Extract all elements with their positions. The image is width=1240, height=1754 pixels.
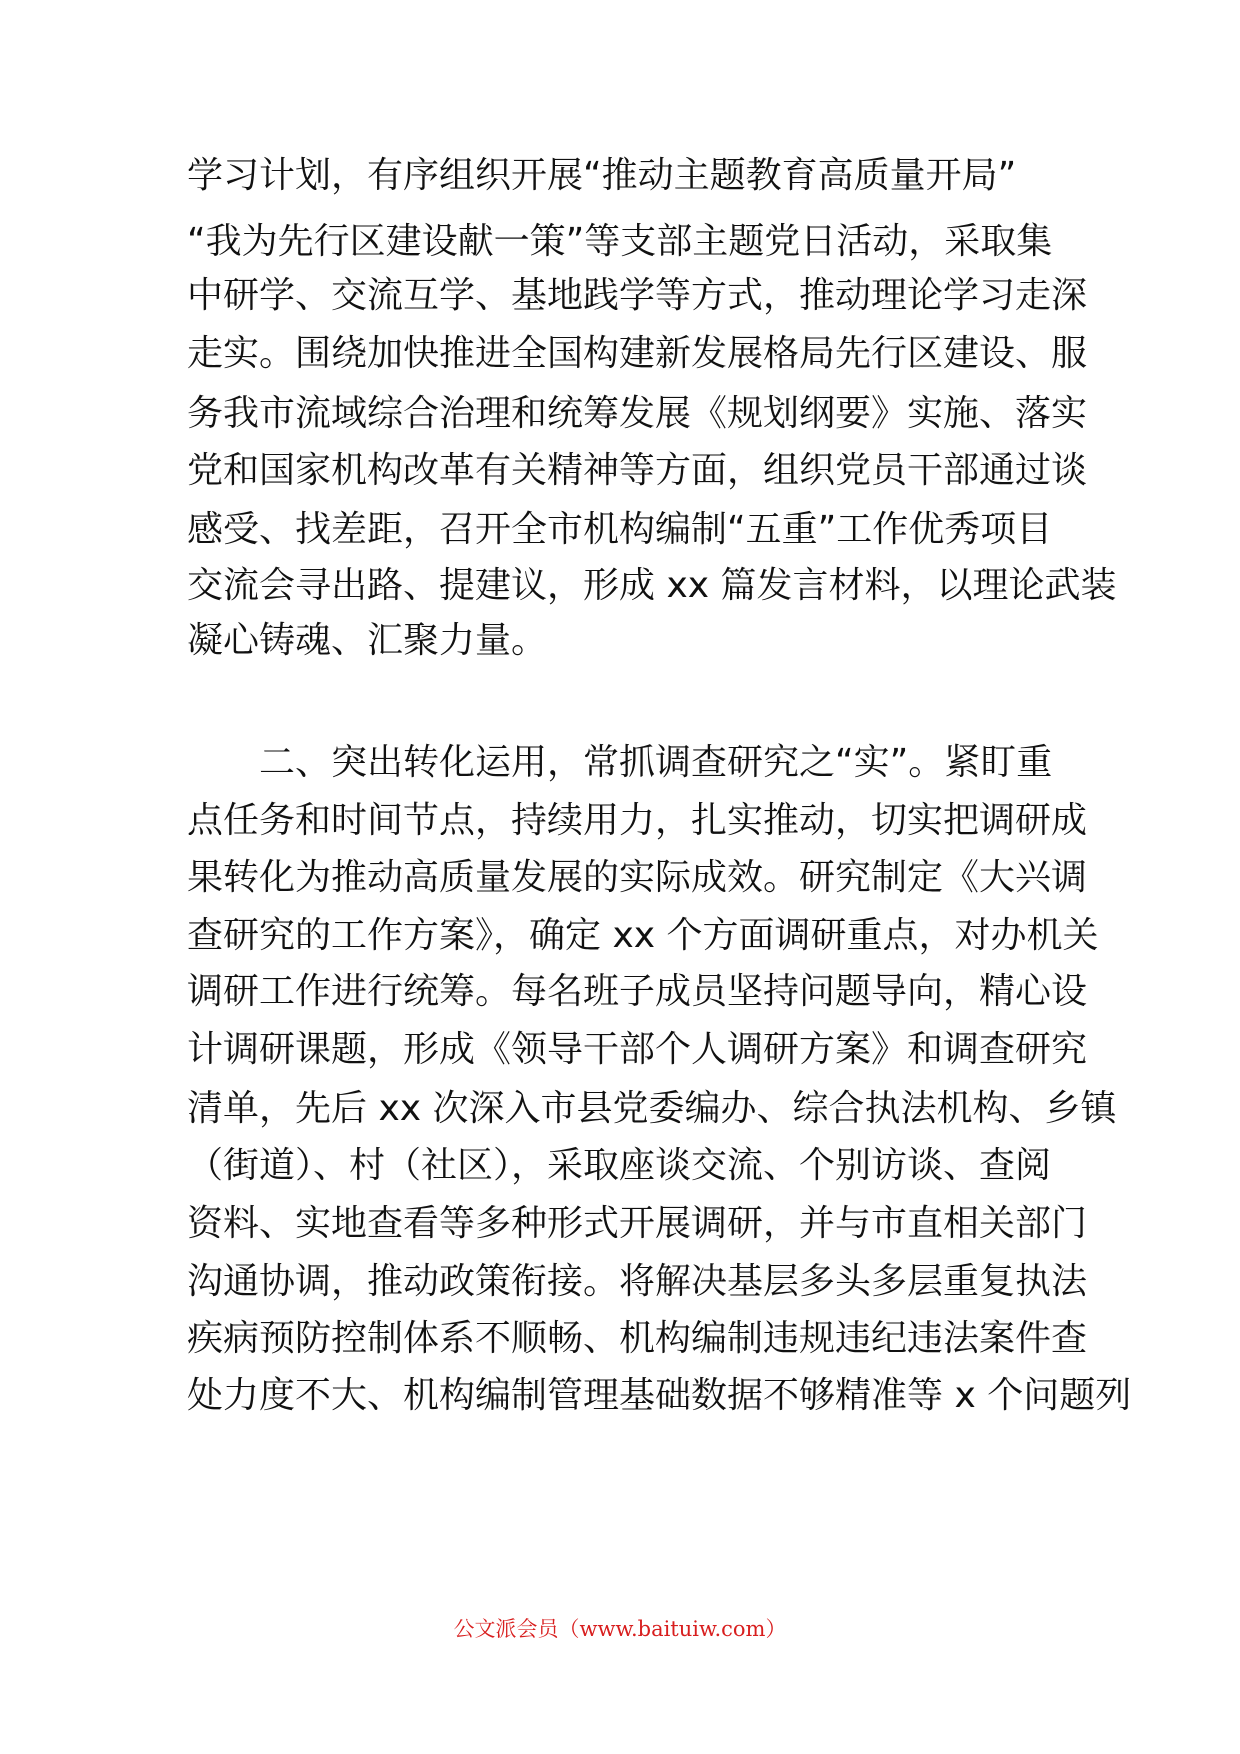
text-line: 清单，先后 xx 次深入市县党委编办、综合执法机构、乡镇 xyxy=(187,1088,1117,1129)
text-line: 处力度不大、机构编制管理基础数据不够精准等 x 个问题列 xyxy=(187,1375,1132,1416)
section-heading-line: 二、突出转化运用，常抓调查研究之“实”。紧盯重 xyxy=(187,742,1053,783)
text-line: 务我市流域综合治理和统筹发展《规划纲要》实施、落实 xyxy=(187,393,1088,434)
text-line: 疾病预防控制体系不顺畅、机构编制违规违纪违法案件查 xyxy=(187,1318,1088,1359)
text-line: 查研究的工作方案》，确定 xx 个方面调研重点，对办机关 xyxy=(187,915,1099,956)
text-line: 学习计划，有序组织开展“推动主题教育高质量开局” xyxy=(187,155,1017,196)
text-line: 走实。围绕加快推进全国构建新发展格局先行区建设、服 xyxy=(187,333,1088,374)
text-line: “我为先行区建设献一策”等支部主题党日活动，采取集 xyxy=(187,221,1053,262)
text-line: 果转化为推动高质量发展的实际成效。研究制定《大兴调 xyxy=(187,857,1088,898)
text-line: 计调研课题，形成《领导干部个人调研方案》和调查研究 xyxy=(187,1029,1088,1070)
text-line: 党和国家机构改革有关精神等方面，组织党员干部通过谈 xyxy=(187,450,1088,491)
text-line: 资料、实地查看等多种形式开展调研，并与市直相关部门 xyxy=(187,1203,1088,1244)
text-line: 点任务和时间节点，持续用力，扎实推动，切实把调研成 xyxy=(187,800,1088,841)
text-line: 凝心铸魂、汇聚力量。 xyxy=(187,620,548,661)
footer-watermark: 公文派会员（www.baituiw.com） xyxy=(453,1617,787,1641)
text-line: 中研学、交流互学、基地践学等方式，推动理论学习走深 xyxy=(187,275,1088,316)
text-line: （街道）、村（社区），采取座谈交流、个别访谈、查阅 xyxy=(187,1145,1052,1186)
text-line: 沟通协调，推动政策衔接。将解决基层多头多层重复执法 xyxy=(187,1261,1088,1302)
text-line: 交流会寻出路、提建议，形成 xx 篇发言材料，以理论武装 xyxy=(187,565,1117,606)
text-line: 感受、找差距，召开全市机构编制“五重”工作优秀项目 xyxy=(187,509,1053,550)
text-line: 调研工作进行统筹。每名班子成员坚持问题导向，精心设 xyxy=(187,971,1088,1012)
